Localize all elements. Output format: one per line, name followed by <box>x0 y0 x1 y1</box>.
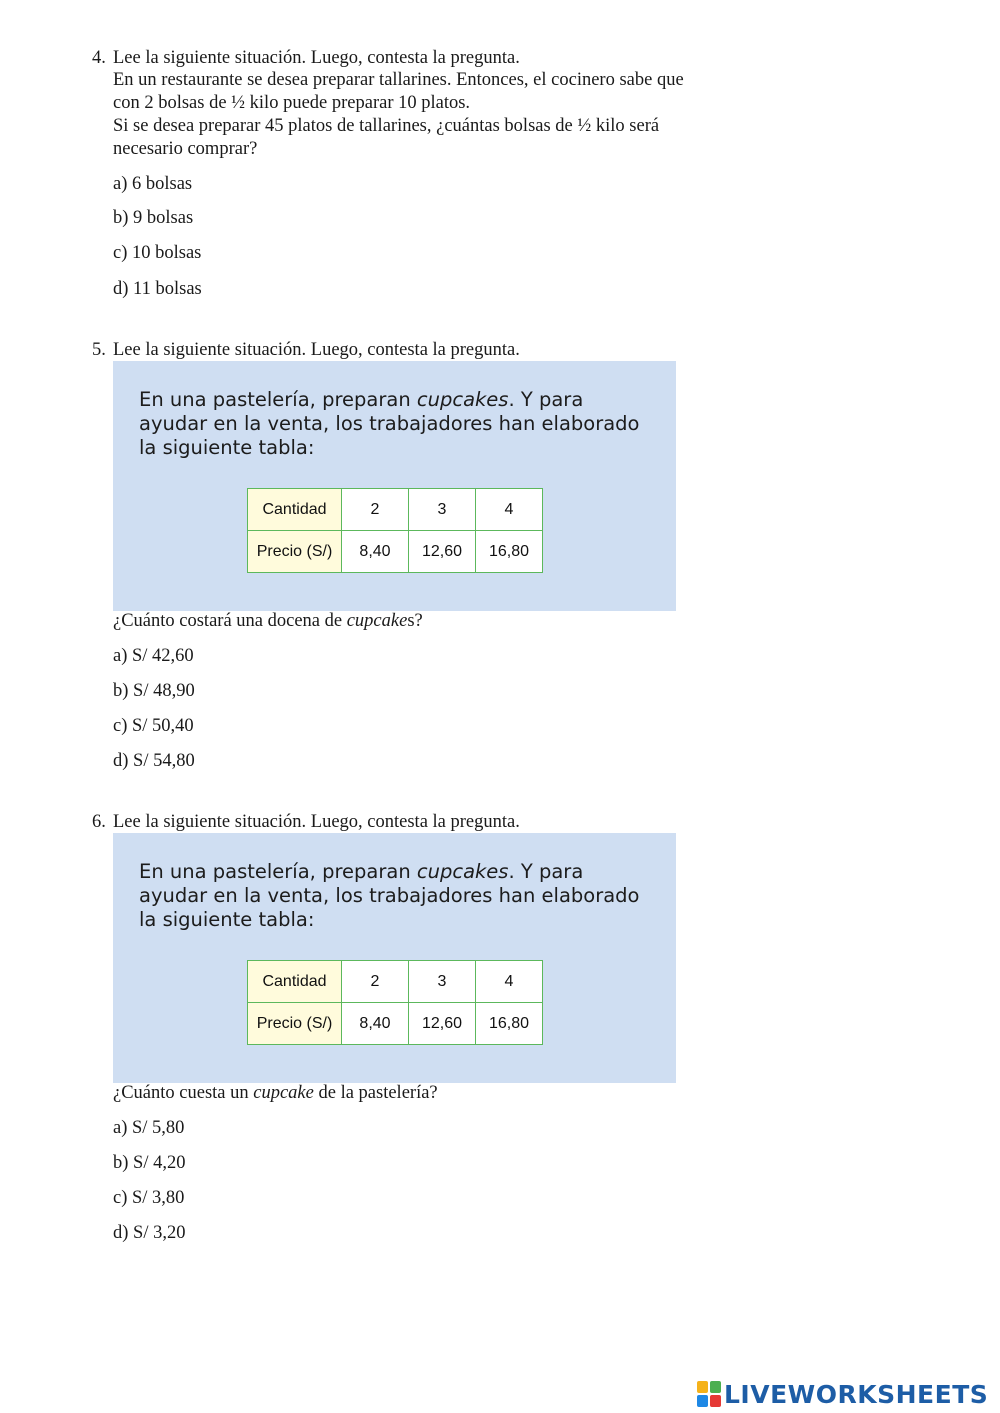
question-text-emphasis: cupcake <box>346 611 408 631</box>
price-table <box>247 960 543 1045</box>
question-4-text-line: con 2 bolsas de ½ kilo puede preparar 10 platos. <box>113 93 471 113</box>
logo-square <box>697 1395 708 1407</box>
table-cell: 4 <box>476 961 543 1003</box>
question-text-part: ¿Cuánto cuesta un <box>113 1083 254 1103</box>
question-4-option-d[interactable]: d) 11 bolsas <box>113 279 202 299</box>
question-6-number: 6. <box>92 812 106 832</box>
question-6-intro: Lee la siguiente situación. Luego, contesta la pregunta. <box>113 812 520 832</box>
question-6-option-c[interactable]: c) S/ 3,80 <box>113 1188 185 1208</box>
situation-text-line: ayudar en la venta, los trabajadores han elaborado <box>139 412 640 435</box>
table-cell: 12,60 <box>409 531 476 573</box>
situation-text-part: . Y para <box>508 388 584 411</box>
question-5-option-b[interactable]: b) S/ 48,90 <box>113 681 195 701</box>
liveworksheets-logo <box>697 1379 988 1409</box>
question-4-text-line: Lee la siguiente situación. Luego, contesta la pregunta. <box>113 48 520 68</box>
logo-squares-icon <box>697 1381 721 1407</box>
question-6-question <box>113 1082 438 1105</box>
table-cell: 8,40 <box>342 531 409 573</box>
question-4-text-line: En un restaurante se desea preparar tallarines. Entonces, el cocinero sabe que <box>113 70 684 90</box>
table-row-header: Precio (S/) <box>248 1003 342 1045</box>
question-5-option-a[interactable]: a) S/ 42,60 <box>113 646 194 666</box>
question-text-part: ¿Cuánto costará una docena de <box>113 611 347 631</box>
question-text-part: s? <box>407 611 423 631</box>
price-table <box>247 488 543 573</box>
situation-text-part: En una pastelería, preparan <box>139 860 417 883</box>
table-row-header: Precio (S/) <box>248 531 342 573</box>
question-5-number: 5. <box>92 340 106 360</box>
table-cell: 2 <box>342 961 409 1003</box>
table-row-header: Cantidad <box>248 489 342 531</box>
question-4-text-line: Si se desea preparar 45 platos de tallarines, ¿cuántas bolsas de ½ kilo será <box>113 116 660 136</box>
logo-square <box>710 1395 721 1407</box>
situation-text-part: . Y para <box>508 860 584 883</box>
question-4-text-line: necesario comprar? <box>113 139 258 159</box>
logo-square <box>710 1381 721 1393</box>
question-5-intro: Lee la siguiente situación. Luego, contesta la pregunta. <box>113 340 520 360</box>
logo-square <box>697 1381 708 1393</box>
question-6-option-d[interactable]: d) S/ 3,20 <box>113 1223 186 1243</box>
question-5-question <box>113 610 423 633</box>
question-4-option-a[interactable]: a) 6 bolsas <box>113 174 193 194</box>
situation-text-emphasis: cupcakes <box>416 860 509 883</box>
situation-text-line: la siguiente tabla: <box>139 908 315 931</box>
table-cell: 16,80 <box>476 1003 543 1045</box>
table-row <box>248 1003 543 1045</box>
table-row <box>248 961 543 1003</box>
table-cell: 2 <box>342 489 409 531</box>
question-6-option-a[interactable]: a) S/ 5,80 <box>113 1118 185 1138</box>
table-row <box>248 489 543 531</box>
table-cell: 3 <box>409 961 476 1003</box>
table-row-header: Cantidad <box>248 961 342 1003</box>
table-cell: 4 <box>476 489 543 531</box>
question-4-option-c[interactable]: c) 10 bolsas <box>113 243 202 263</box>
situation-text-line: la siguiente tabla: <box>139 436 315 459</box>
question-text-emphasis: cupcake <box>253 1083 314 1103</box>
question-5-option-d[interactable]: d) S/ 54,80 <box>113 751 195 771</box>
question-5-option-c[interactable]: c) S/ 50,40 <box>113 716 194 736</box>
question-4-number: 4. <box>92 48 106 68</box>
situation-text-emphasis: cupcakes <box>416 388 509 411</box>
table-cell: 8,40 <box>342 1003 409 1045</box>
question-6-situation-box <box>113 833 676 1083</box>
situation-text-part: En una pastelería, preparan <box>139 388 417 411</box>
question-text-part: de la pastelería? <box>313 1083 438 1103</box>
question-6-option-b[interactable]: b) S/ 4,20 <box>113 1153 186 1173</box>
table-cell: 16,80 <box>476 531 543 573</box>
situation-text <box>139 388 669 460</box>
question-4-option-b[interactable]: b) 9 bolsas <box>113 208 194 228</box>
table-row <box>248 531 543 573</box>
logo-text: LIVEWORKSHEETS <box>724 1379 989 1409</box>
question-5-situation-box <box>113 361 676 611</box>
table-cell: 3 <box>409 489 476 531</box>
situation-text <box>139 860 669 932</box>
table-cell: 12,60 <box>409 1003 476 1045</box>
situation-text-line: ayudar en la venta, los trabajadores han elaborado <box>139 884 640 907</box>
